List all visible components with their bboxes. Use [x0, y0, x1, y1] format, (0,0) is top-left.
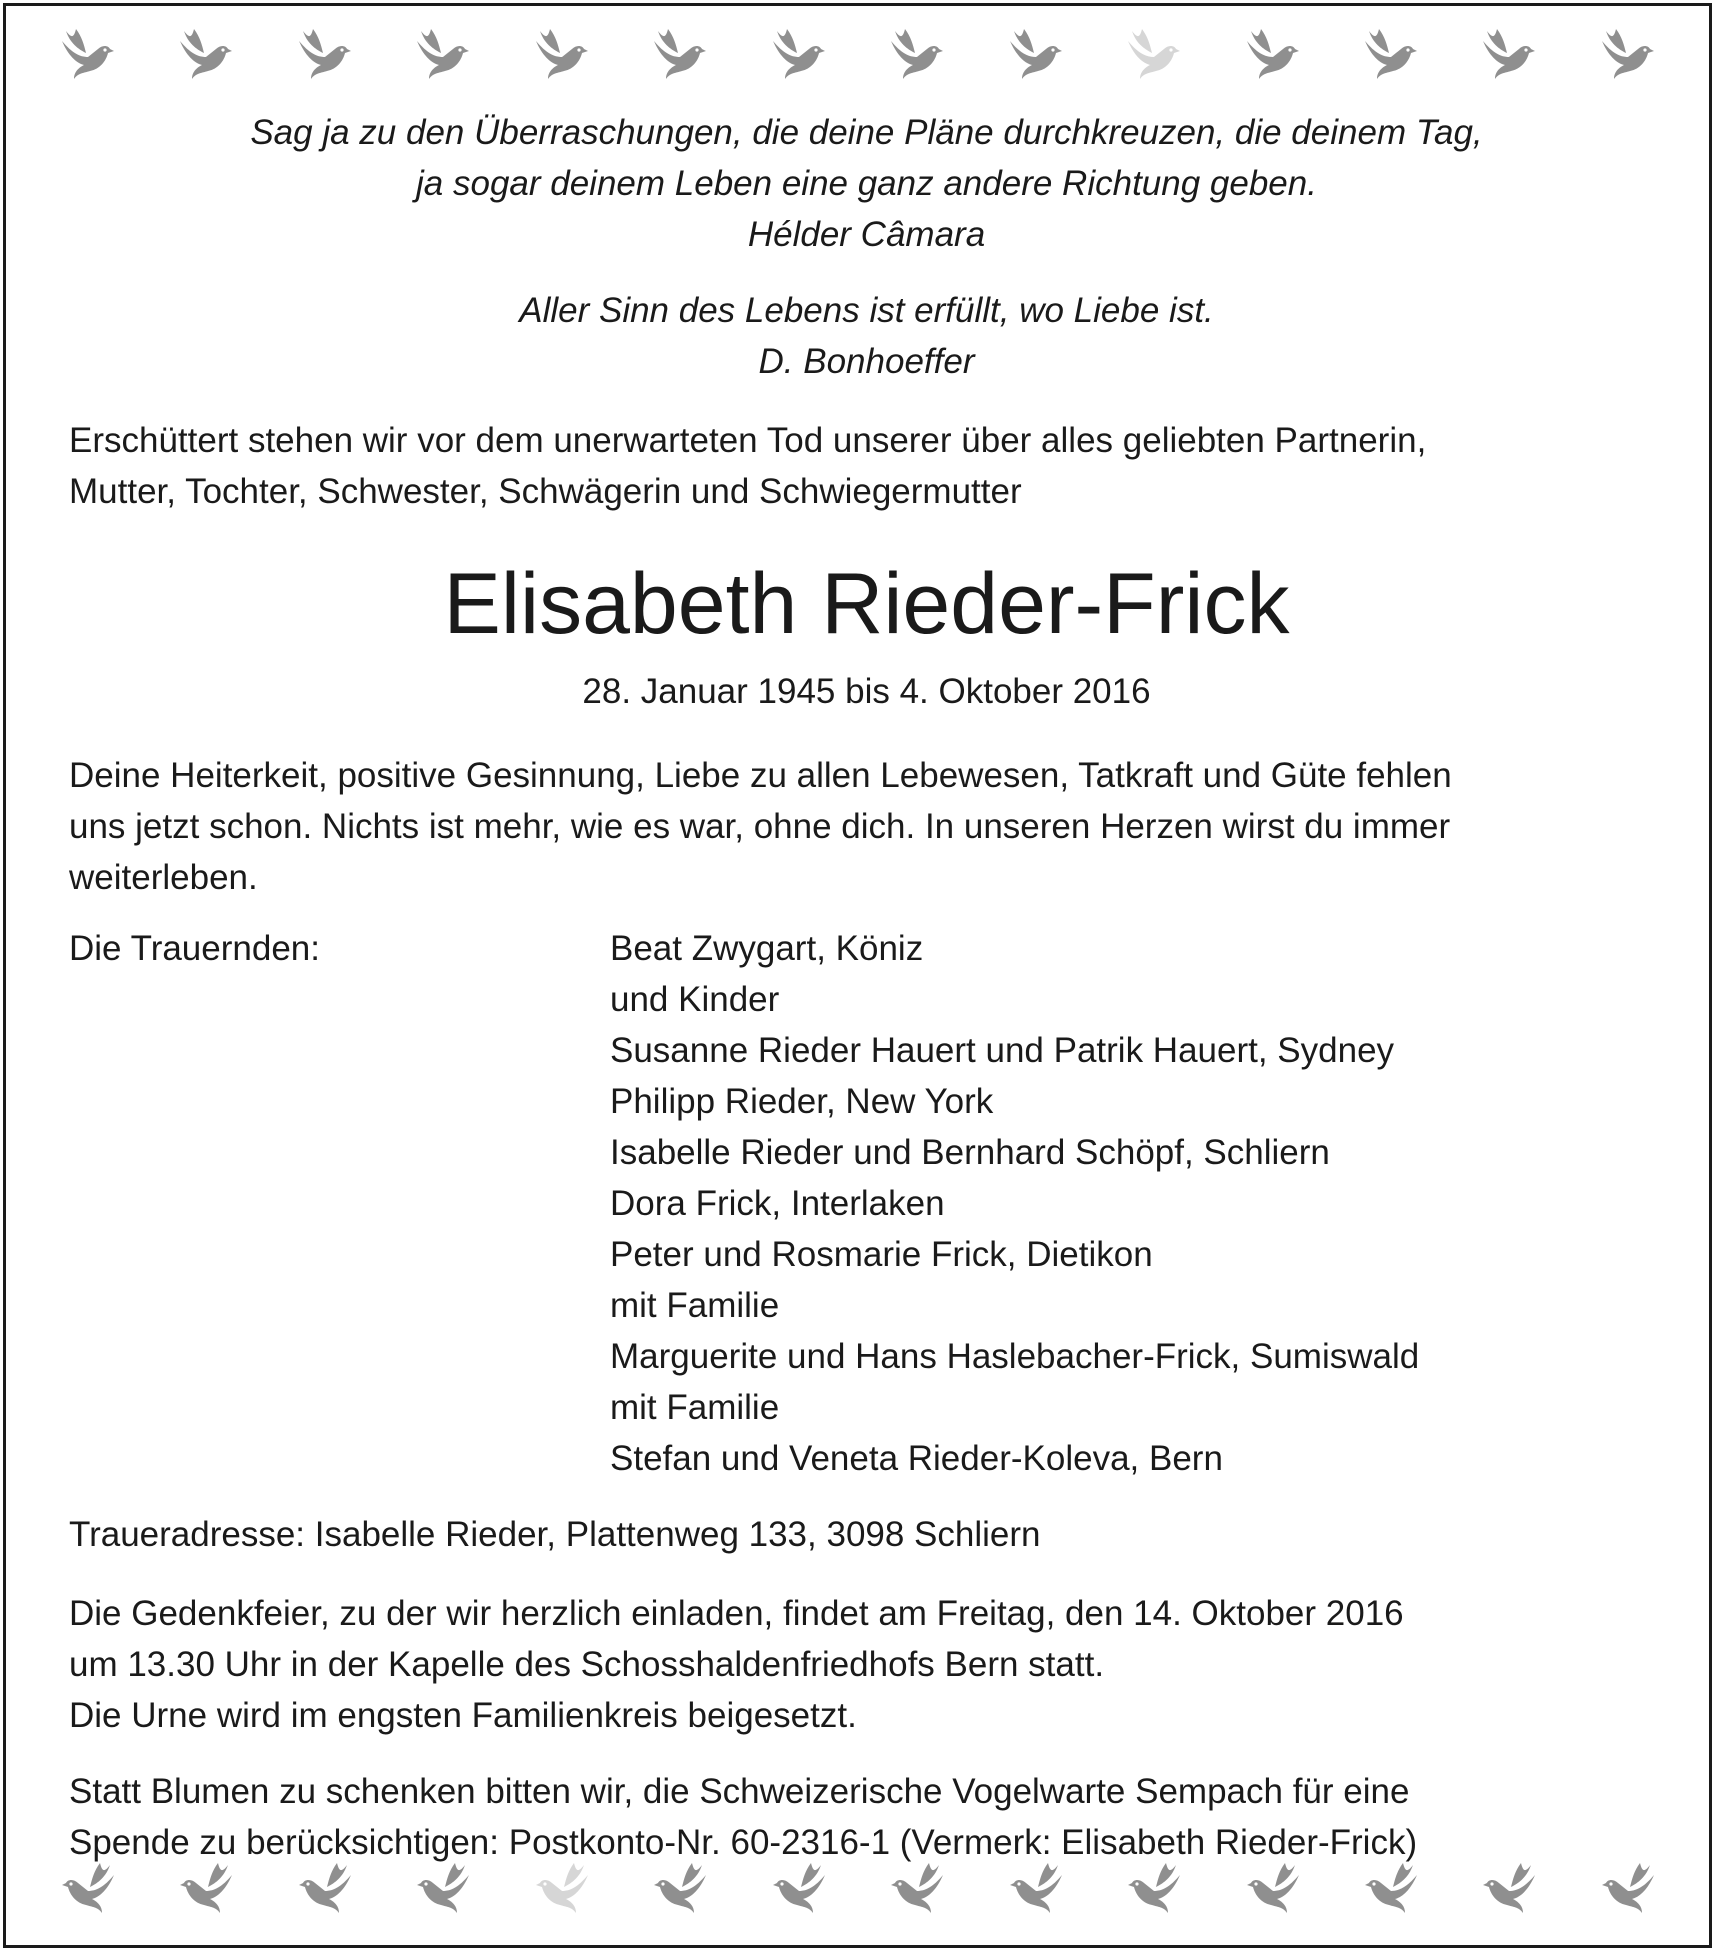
tribute-line: weiterleben.: [69, 858, 258, 897]
mourner-entry: Dora Frick, Interlaken: [610, 1184, 945, 1223]
dove-icon: [1479, 1861, 1539, 1917]
intro-line: Mutter, Tochter, Schwester, Schwägerin und Schwiegermutter: [69, 472, 1022, 511]
dove-icon: [1598, 1861, 1658, 1917]
dove-icon: [769, 27, 829, 83]
dove-icon: [176, 27, 236, 83]
donation-line: Statt Blumen zu schenken bitten wir, die Schweizerische Vogelwarte Sempach für eine: [69, 1772, 1410, 1811]
second-quote: [69, 285, 1664, 387]
quote-line: ja sogar deinem Leben eine ganz andere Richtung geben.: [416, 164, 1317, 203]
dove-icon: [650, 27, 710, 83]
dove-icon: [1006, 1861, 1066, 1917]
dove-icon: [887, 1861, 947, 1917]
dove-icon: [1598, 27, 1658, 83]
dove-icon: [58, 27, 118, 83]
opening-quote: [69, 107, 1664, 260]
obituary-notice: [3, 3, 1712, 1948]
donation-line: Spende zu berücksichtigen: Postkonto-Nr. 60-2316-1 (Vermerk: Elisabeth Rieder-Frick): [69, 1823, 1418, 1862]
ceremony-line: Die Gedenkfeier, zu der wir herzlich einladen, findet am Freitag, den 14. Oktober 2016: [69, 1594, 1404, 1633]
dove-icon: [58, 1861, 118, 1917]
dove-icon: [1243, 1861, 1303, 1917]
dove-icon: [1361, 1861, 1421, 1917]
dove-icon: [1479, 27, 1539, 83]
dove-icon: [413, 1861, 473, 1917]
dove-icon: [532, 1861, 592, 1917]
tribute-line: Deine Heiterkeit, positive Gesinnung, Liebe zu allen Lebewesen, Tatkraft und Güte fehlen: [69, 756, 1452, 795]
dove-icon: [1243, 27, 1303, 83]
ceremony-line: um 13.30 Uhr in der Kapelle des Schosshaldenfriedhofs Bern statt.: [69, 1645, 1105, 1684]
mourner-entry: Stefan und Veneta Rieder-Koleva, Bern: [610, 1439, 1223, 1478]
tribute-paragraph: [69, 750, 1664, 903]
dove-icon: [1124, 27, 1184, 83]
top-dove-border: [58, 20, 1658, 90]
mourner-entry: Susanne Rieder Hauert und Patrik Hauert, Sydney: [610, 1031, 1395, 1070]
mourner-entry: mit Familie: [610, 1388, 780, 1427]
quote-author: D. Bonhoeffer: [758, 342, 975, 381]
life-dates: 28. Januar 1945 bis 4. Oktober 2016: [582, 672, 1151, 711]
mourner-entry: Peter und Rosmarie Frick, Dietikon: [610, 1235, 1153, 1274]
ceremony-line: Die Urne wird im engsten Familienkreis beigesetzt.: [69, 1696, 857, 1735]
mourning-address: [69, 1509, 1664, 1560]
dove-icon: [295, 27, 355, 83]
dove-icon: [1361, 27, 1421, 83]
quote-author: Hélder Câmara: [747, 215, 986, 254]
mourner-entry: Marguerite und Hans Haslebacher-Frick, Sumiswald: [610, 1337, 1420, 1376]
mourners-list: [610, 923, 1610, 1484]
dove-icon: [1006, 27, 1066, 83]
mourner-entry: Beat Zwygart, Köniz: [610, 929, 924, 968]
quote-line: Aller Sinn des Lebens ist erfüllt, wo Liebe ist.: [519, 291, 1214, 330]
deceased-name: Elisabeth Rieder-Frick: [443, 556, 1290, 652]
dove-icon: [295, 1861, 355, 1917]
dove-icon: [532, 27, 592, 83]
donation-paragraph: [69, 1766, 1664, 1868]
intro-paragraph: [69, 415, 1664, 517]
dove-icon: [1124, 1861, 1184, 1917]
address-line: Traueradresse: Isabelle Rieder, Plattenweg 133, 3098 Schliern: [69, 1515, 1041, 1554]
intro-line: Erschüttert stehen wir vor dem unerwarteten Tod unserer über alles geliebten Partnerin,: [69, 421, 1427, 460]
mourner-entry: Philipp Rieder, New York: [610, 1082, 994, 1121]
quote-line: Sag ja zu den Überraschungen, die deine Pläne durchkreuzen, die deinem Tag,: [250, 113, 1483, 152]
mourner-entry: mit Familie: [610, 1286, 780, 1325]
dove-icon: [413, 27, 473, 83]
mourner-entry: Isabelle Rieder und Bernhard Schöpf, Schliern: [610, 1133, 1330, 1172]
dove-icon: [769, 1861, 829, 1917]
dove-icon: [650, 1861, 710, 1917]
dove-icon: [887, 27, 947, 83]
dove-icon: [176, 1861, 236, 1917]
tribute-line: uns jetzt schon. Nichts ist mehr, wie es war, ohne dich. In unseren Herzen wirst du immer: [69, 807, 1451, 846]
ceremony-paragraph: [69, 1588, 1664, 1741]
mourners-label: Die Trauernden:: [69, 929, 320, 968]
mourner-entry: und Kinder: [610, 980, 780, 1019]
